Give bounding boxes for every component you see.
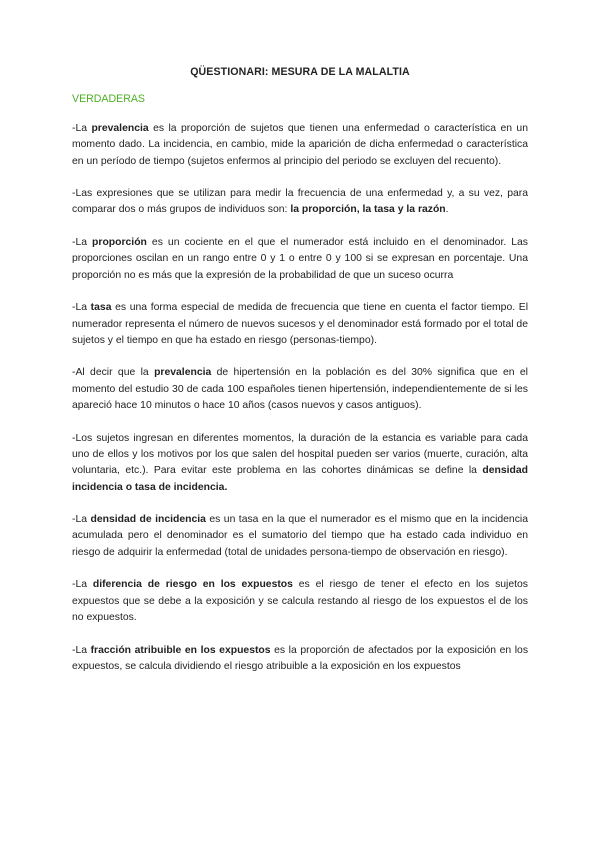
- bold-term: densidad incidencia o tasa de incidencia.: [72, 465, 528, 493]
- bold-term: tasa: [90, 302, 112, 314]
- paragraph: [72, 643, 528, 676]
- text-run: -La: [72, 302, 91, 314]
- text-run: es un tasa en la que el numerador es el mismo que en la incidencia acumulada pero el denominador es el sumatorio del tiempo que ha estado cada individuo en riesgo de adquirir la enfermedad (total de unidades persona-tiempo de observación en riesgo).: [72, 514, 528, 558]
- text-run: -Los sujetos ingresan en diferentes momentos, la duración de la estancia es variable para cada uno de ellos y los motivos por los que salen del hospital pueden ser varios (muerte, curación, alta voluntaria, etc.). Para evitar este problema en las cohortes dinámicas se define la: [72, 432, 528, 477]
- paragraph: [72, 121, 528, 170]
- text-run: -Las expresiones que se utilizan para medir la frecuencia de una enfermedad y, a su vez, para comparar dos o más grupos de individuos son:: [72, 188, 528, 216]
- paragraph: [72, 577, 528, 626]
- paragraph: [72, 512, 528, 561]
- bold-term: prevalencia: [91, 123, 149, 134]
- document-title: QÜESTIONARI: MESURA DE LA MALALTIA: [190, 66, 410, 78]
- text-run: es el riesgo de tener el efecto en los sujetos expuestos que se debe a la exposición y se calcula restando al riesgo de los expuestos el de los no expuestos.: [72, 579, 528, 623]
- bold-term: diferencia de riesgo en los expuestos: [92, 579, 293, 591]
- paragraph: [72, 431, 528, 496]
- text-run: es un cociente en el que el numerador está incluido en el denominador. Las proporciones oscilan en un rango entre 0 y 1 o entre 0 y 100 si se expresan en porcentaje. Una proporción no es más que la expresión de la probabilidad de que un suceso ocurra: [72, 237, 528, 281]
- paragraph: [72, 365, 528, 414]
- text-run: es la proporción de afectados por la exposición en los expuestos, se calcula dividiendo el riesgo atribuible a la exposición en los expuestos: [72, 644, 529, 672]
- text-run: -La: [72, 237, 93, 249]
- paragraph: [72, 186, 528, 219]
- text-run: de hipertensión en la población es del 30% significa que en el momento del estudio 30 de cada 100 españoles tienen hipertensión, independientemente de si les apareció hace 10 minutos o hace 10 años (casos nuevos y casos antiguos).: [72, 367, 528, 412]
- text-run: -La: [72, 514, 91, 526]
- bold-term: prevalencia: [154, 367, 212, 379]
- paragraph: [72, 300, 528, 349]
- paragraph-list: [72, 121, 528, 675]
- text-run: -La: [72, 123, 92, 134]
- text-run: .: [445, 204, 449, 216]
- text-run: -La: [72, 644, 91, 656]
- paragraph: [72, 235, 528, 284]
- text-run: -Al decir que la: [72, 367, 155, 379]
- text-run: es la proporción de sujetos que tienen una enfermedad o característica en un momento dado. La incidencia, en cambio, mide la aparición de dicha enfermedad o característica en un período de tiempo (sujetos enfermos al principio del periodo se excluyen del recuento).: [72, 123, 528, 167]
- bold-term: densidad de incidencia: [90, 514, 206, 526]
- text-run: -La: [72, 579, 93, 591]
- bold-term: proporción: [92, 237, 147, 249]
- text-run: es una forma especial de medida de frecuencia que tiene en cuenta el factor tiempo. El numerador representa el número de nuevos sucesos y el denominador está formado por el total de sujetos y el tiempo en que ha estado en riesgo (personas-tiempo).: [72, 302, 529, 346]
- bold-term: fracción atribuible en los expuestos: [90, 644, 271, 656]
- bold-term: la proporción, la tasa y la razón: [290, 204, 446, 216]
- section-heading: VERDADERAS: [72, 93, 145, 105]
